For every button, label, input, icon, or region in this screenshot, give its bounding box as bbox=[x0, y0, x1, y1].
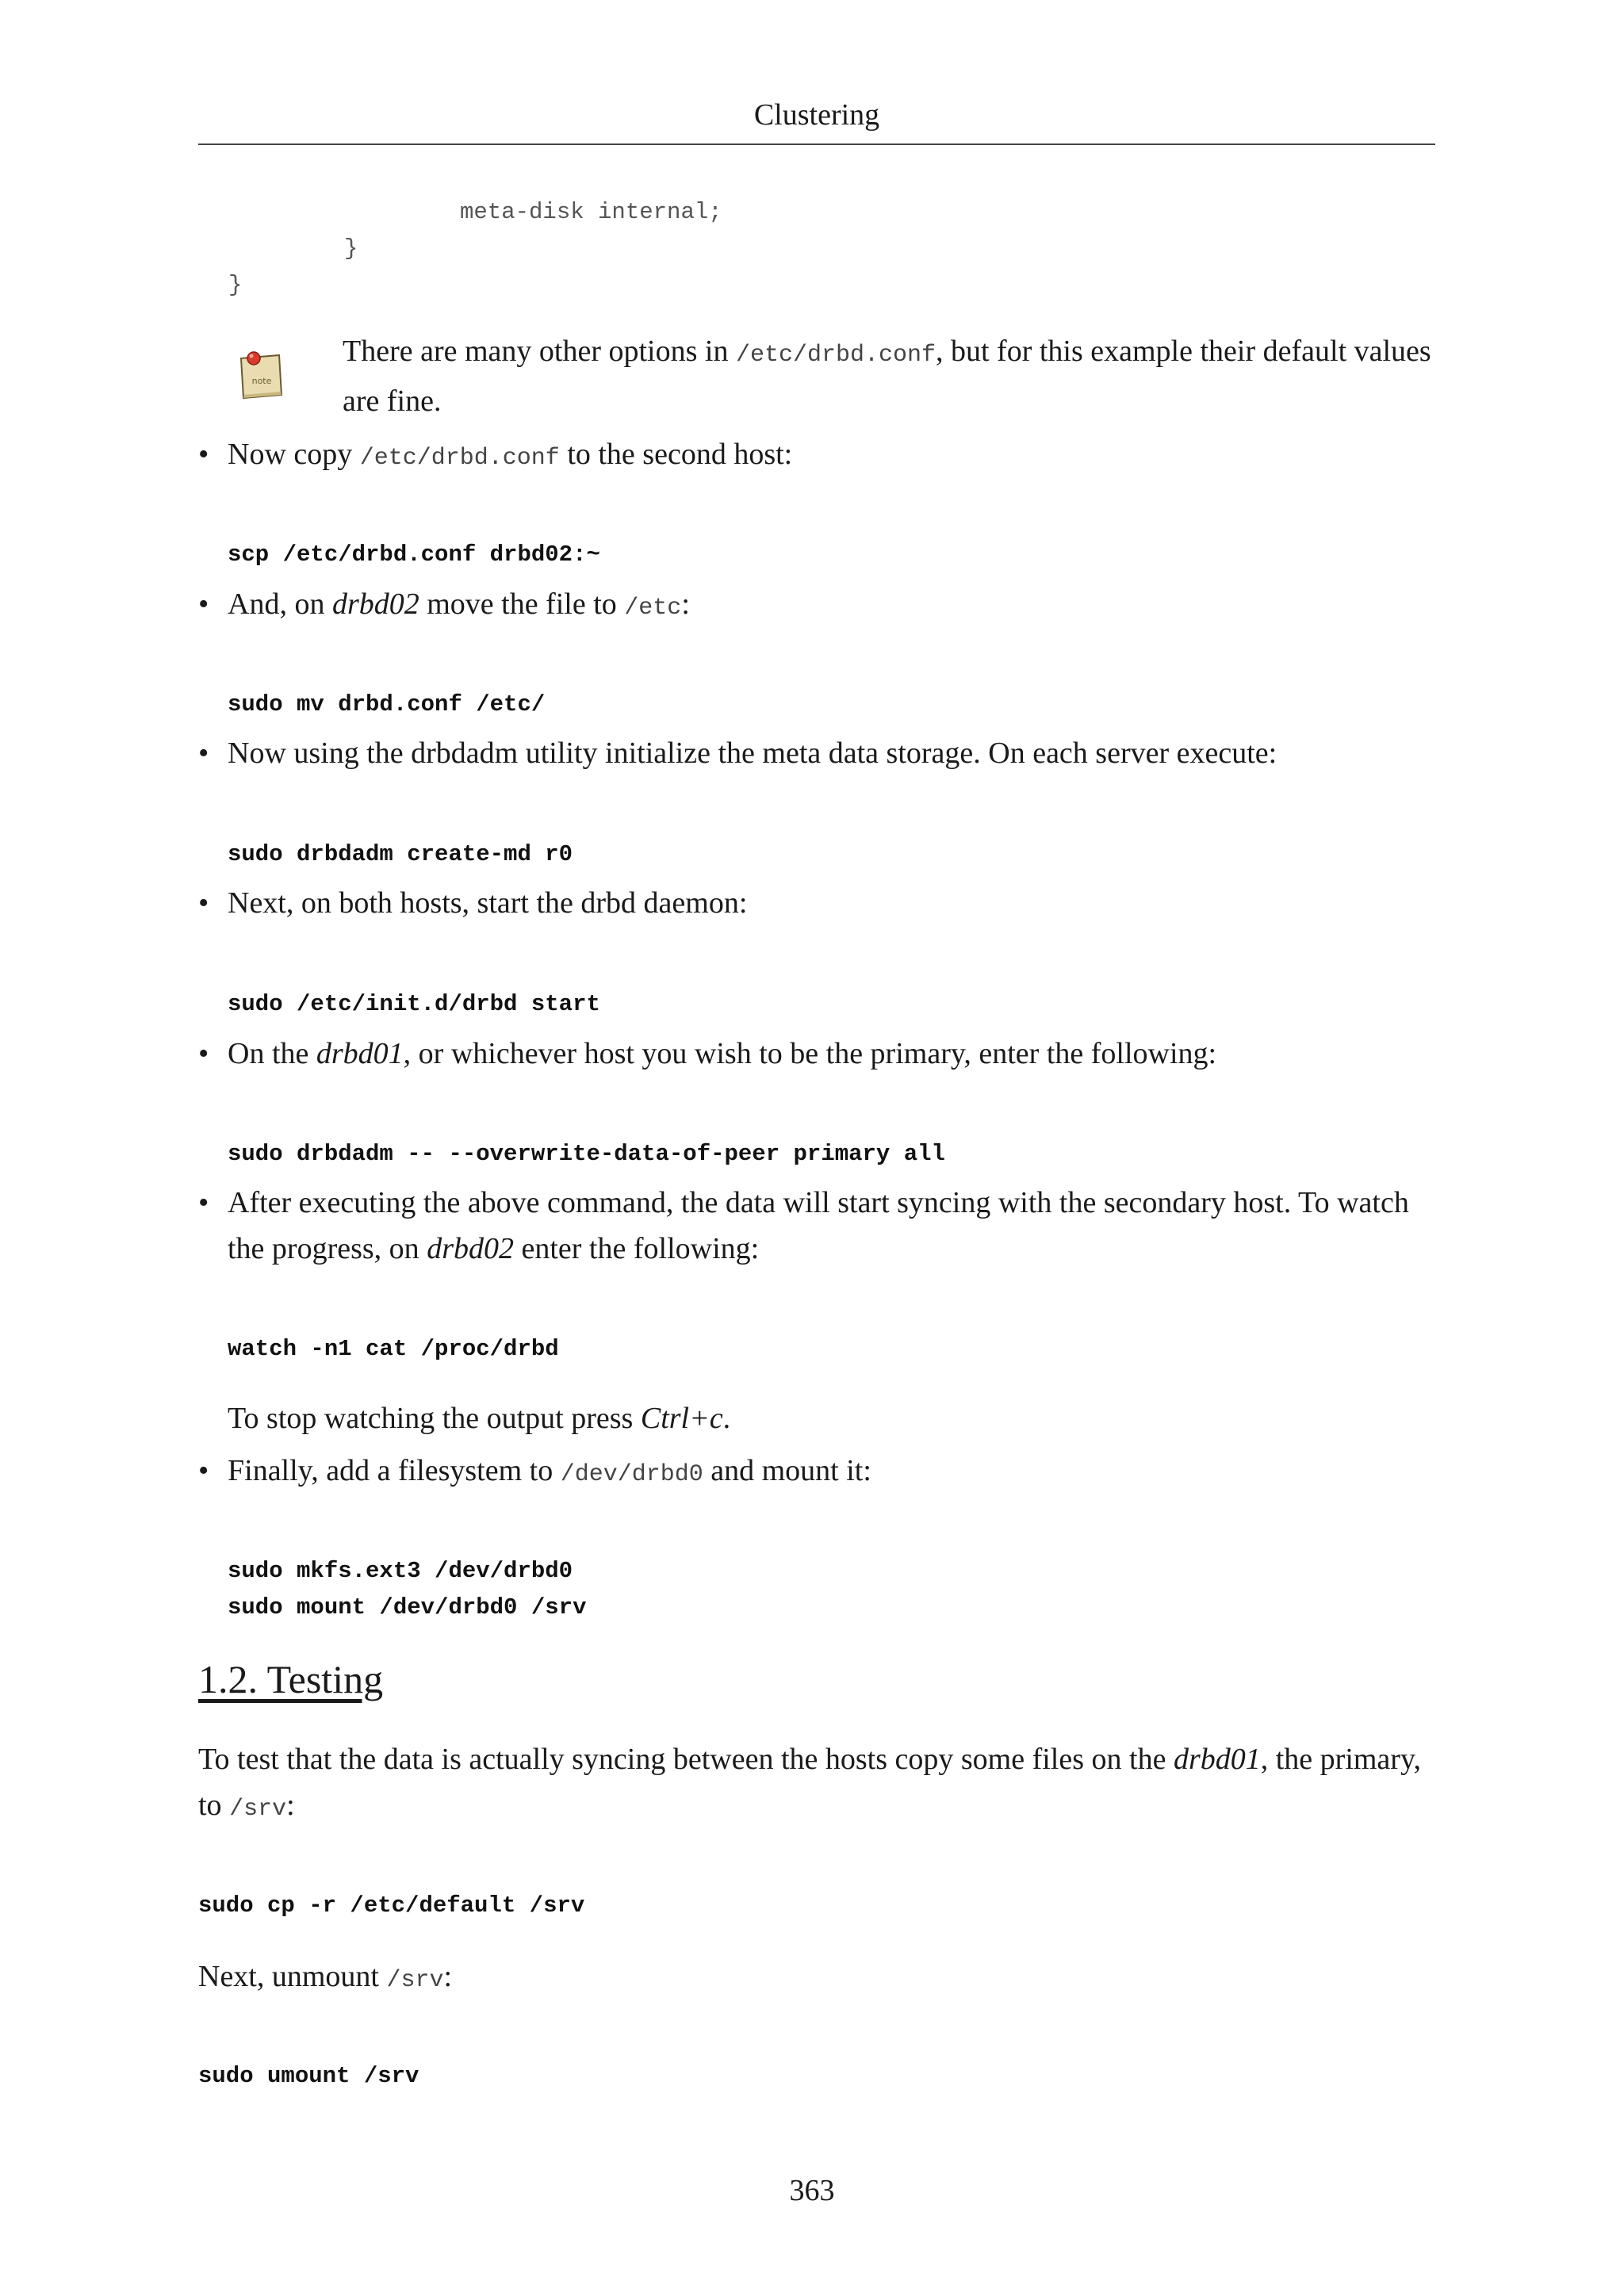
list-item: Finally, add a filesystem to /dev/drbd0 and mount it: bbox=[228, 1454, 871, 1488]
list-item-note: To stop watching the output press Ctrl+c. bbox=[228, 1402, 731, 1435]
code-line: } bbox=[228, 272, 243, 298]
inline-code: /etc bbox=[624, 595, 682, 622]
hostname: drbd01 bbox=[316, 1037, 404, 1070]
bullet-marker: • bbox=[198, 587, 209, 621]
keyboard-shortcut: Ctrl+c bbox=[640, 1402, 723, 1435]
command-block: sudo mkfs.ext3 /dev/drbd0 bbox=[228, 1558, 573, 1584]
command-block: watch -n1 cat /proc/drbd bbox=[228, 1336, 559, 1362]
list-item: On the drbd01, or whichever host you wish to be the primary, enter the following: bbox=[228, 1037, 1217, 1070]
bullet-marker: • bbox=[198, 438, 209, 471]
list-item: Now copy /etc/drbd.conf to the second host: bbox=[228, 438, 793, 472]
paragraph: Next, unmount /srv: bbox=[198, 1960, 453, 1994]
bullet-marker: • bbox=[198, 1454, 209, 1487]
bullet-marker: • bbox=[198, 1186, 209, 1219]
inline-code: /srv bbox=[229, 1796, 287, 1823]
command-block: sudo cp -r /etc/default /srv bbox=[198, 1892, 585, 1919]
bullet-marker: • bbox=[198, 886, 209, 920]
code-line: } bbox=[344, 235, 358, 262]
command-block: sudo drbdadm -- --overwrite-data-of-peer primary all bbox=[228, 1141, 945, 1167]
inline-code: /etc/drbd.conf bbox=[735, 342, 936, 369]
note-text: There are many other options in /etc/drbd.conf, but for this example their default values are fine. bbox=[343, 335, 1431, 418]
inline-code: /srv bbox=[386, 1967, 444, 1994]
inline-code: /etc/drbd.conf bbox=[359, 445, 560, 472]
running-header: Clustering bbox=[753, 98, 880, 132]
page-number: 363 bbox=[789, 2174, 835, 2207]
hostname: drbd01 bbox=[1173, 1743, 1261, 1776]
hostname: drbd02 bbox=[427, 1232, 514, 1265]
bullet-marker: • bbox=[198, 1037, 209, 1070]
section-heading: 1.2. Testing bbox=[198, 1657, 384, 1701]
bullet-marker: • bbox=[198, 737, 209, 770]
code-line: meta-disk internal; bbox=[460, 199, 722, 225]
note-icon bbox=[238, 349, 284, 401]
command-block: sudo /etc/init.d/drbd start bbox=[228, 991, 600, 1017]
note-icon-label: note bbox=[251, 376, 272, 386]
list-item: Now using the drbdadm utility initialize the meta data storage. On each server execute: bbox=[228, 737, 1277, 770]
inline-code: /dev/drbd0 bbox=[560, 1461, 703, 1488]
command-block: sudo mount /dev/drbd0 /srv bbox=[228, 1594, 587, 1621]
command-block: sudo drbdadm create-md r0 bbox=[228, 841, 573, 867]
command-block: scp /etc/drbd.conf drbd02:~ bbox=[228, 541, 600, 568]
list-item: Next, on both hosts, start the drbd daemon: bbox=[228, 886, 748, 920]
list-item: And, on drbd02 move the file to /etc: bbox=[228, 587, 690, 622]
command-block: sudo umount /srv bbox=[198, 2063, 419, 2089]
header-rule bbox=[198, 144, 1435, 145]
command-block: sudo mv drbd.conf /etc/ bbox=[228, 691, 546, 718]
hostname: drbd02 bbox=[331, 587, 419, 621]
paragraph: To test that the data is actually syncing between the hosts copy some files on the drbd01, the primary, to /srv: bbox=[198, 1743, 1421, 1823]
list-item: After executing the above command, the data will start syncing with the secondary host. To watch the progress, on drbd02 enter the following: bbox=[228, 1186, 1409, 1265]
